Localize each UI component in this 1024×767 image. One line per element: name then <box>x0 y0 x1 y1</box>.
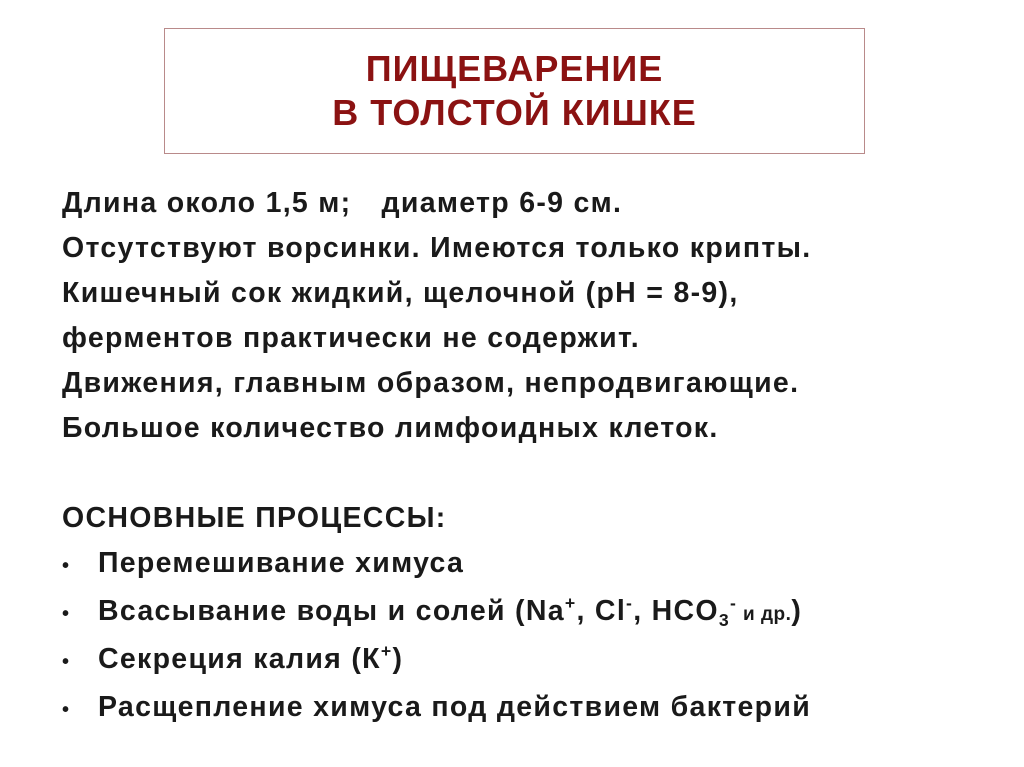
process-item-mixing <box>62 541 1012 589</box>
process-bacteria-text: Расщепление химуса под действием бактерий <box>98 691 812 723</box>
hco-charge: - <box>730 592 738 613</box>
fact-villi: Отсутствуют ворсинки. Имеются только крипты. <box>62 232 812 264</box>
process-item-absorption <box>62 589 1012 637</box>
process-item-potassium <box>62 637 1012 685</box>
process-item-bacteria <box>62 685 1012 733</box>
fact-juice: Кишечный сок жидкий, щелочной (рН = 8-9), <box>62 277 739 309</box>
fact-movements: Движения, главным образом, непродвигающие. <box>62 367 800 399</box>
etc-text: и др. <box>737 604 792 625</box>
process-potassium-text: Секреция калия (К+) <box>98 640 404 675</box>
title-line-2: В ТОЛСТОЙ КИШКЕ <box>332 92 697 133</box>
processes-heading: ОСНОВНЫЕ ПРОЦЕССЫ: <box>62 502 447 534</box>
na-charge: + <box>564 592 577 613</box>
fact-dimensions <box>62 181 1012 226</box>
fact-enzymes: ферментов практически не содержит. <box>62 322 640 354</box>
bullet-icon: • <box>62 603 71 625</box>
process-mixing-text: Перемешивание химуса <box>98 547 465 579</box>
fact-length: Длина около 1,5 м; <box>62 187 352 219</box>
fact-diameter: диаметр 6-9 см. <box>381 187 623 219</box>
fact-lymphoid: Большое количество лимфоидных клеток. <box>62 412 719 444</box>
cl-charge: - <box>626 592 634 613</box>
title-box <box>164 28 865 154</box>
title-line-1: ПИЩЕВАРЕНИЕ <box>365 48 664 89</box>
bullet-icon: • <box>62 699 71 721</box>
bullet-icon: • <box>62 555 71 577</box>
body-text <box>62 181 1012 733</box>
hco-subscript: 3 <box>718 610 731 631</box>
bullet-icon: • <box>62 651 71 673</box>
k-charge: + <box>380 640 393 661</box>
process-absorption-text: Всасывание воды и солей (Na+, Cl-, $HCO_3^-$ и др.) <box>98 592 803 631</box>
